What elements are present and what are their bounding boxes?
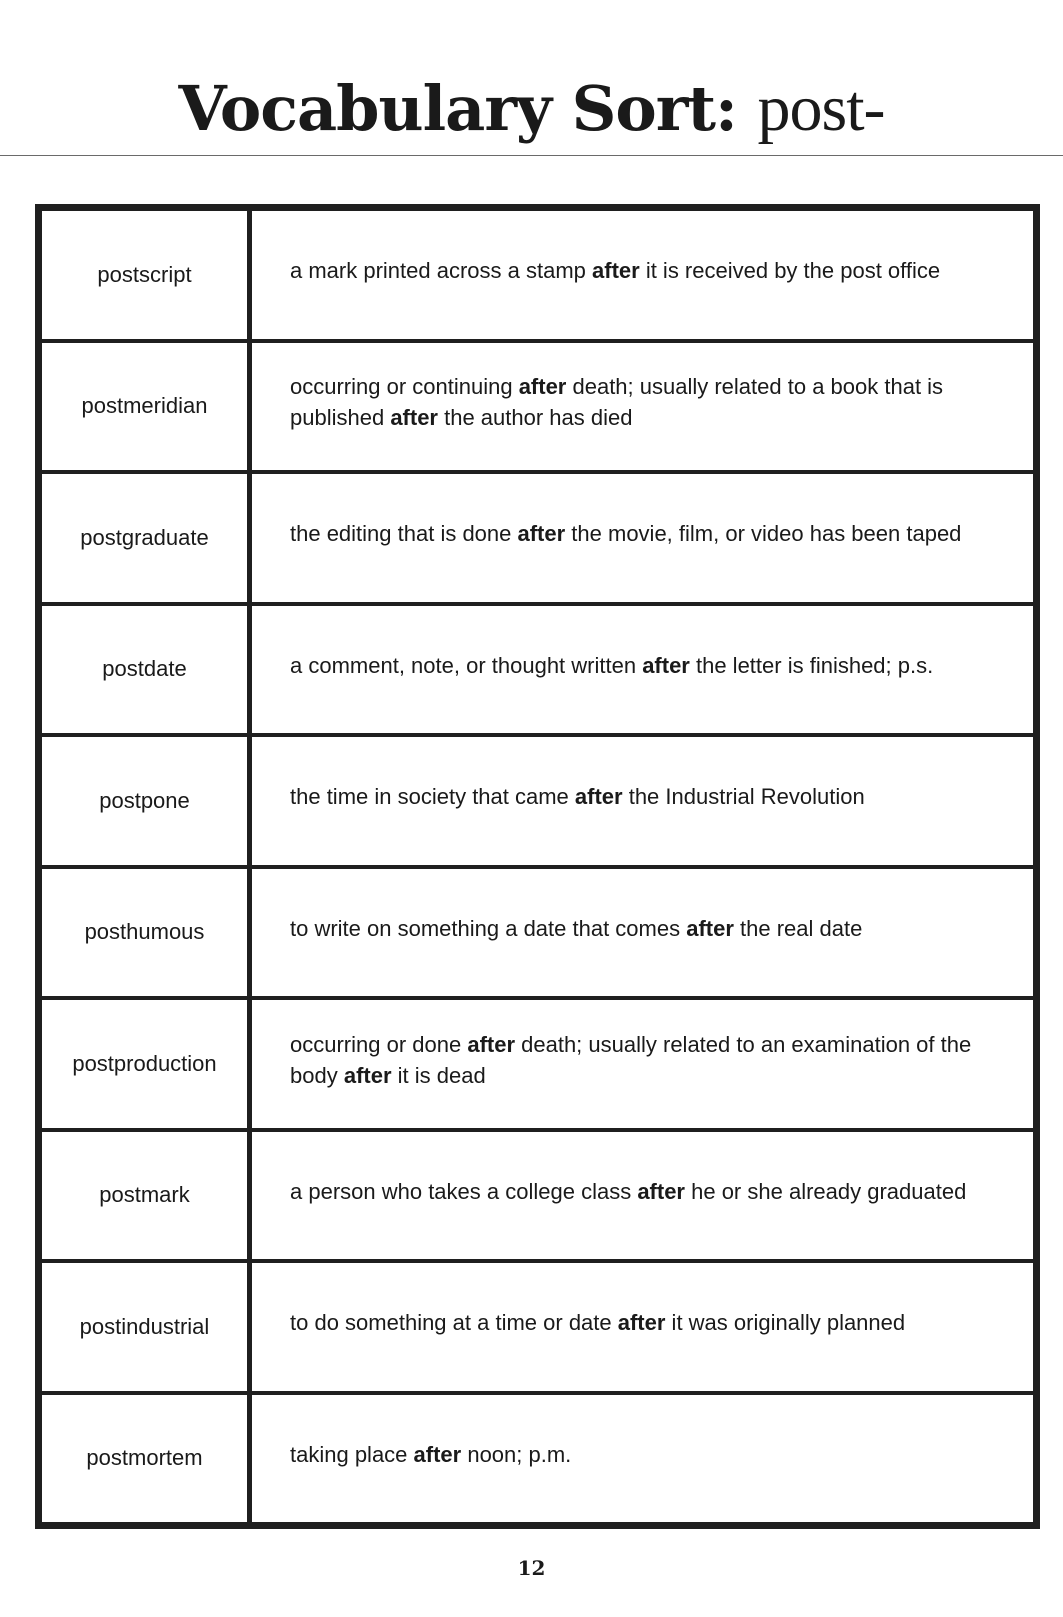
definition-keyword: after [574, 784, 623, 810]
definition-text: it was originally planned [665, 1310, 906, 1336]
definition-text: death; usually related to a book that is published [290, 374, 944, 431]
definition-cell [252, 1132, 1033, 1260]
definition-keyword: after [592, 258, 640, 284]
definition-text: occurring or continuing [290, 374, 519, 400]
table-row [42, 1395, 1033, 1523]
definition-text: the time in society that came [290, 784, 575, 810]
table-row [42, 343, 1033, 475]
definition-keyword: after [413, 1441, 462, 1467]
definition-cell [252, 343, 1033, 471]
definition-text: occurring or done [290, 1031, 468, 1057]
word-cell: postpone [42, 737, 252, 865]
word-cell: posthumous [42, 869, 252, 997]
definition-keyword: after [518, 374, 567, 400]
word-cell: postproduction [42, 1000, 252, 1128]
definition-text: it is received by the post office [639, 258, 941, 284]
definition-keyword: after [343, 1062, 392, 1088]
word-cell: postindustrial [42, 1263, 252, 1391]
definition-cell [252, 1395, 1033, 1523]
definition-text: to do something at a time or date [290, 1310, 618, 1336]
definition-text: taking place [290, 1441, 414, 1467]
title-bold-part: Vocabulary Sort: [178, 72, 737, 145]
definition-keyword: after [467, 1031, 516, 1057]
definition-text: the letter is finished; p.s. [689, 652, 934, 678]
word-cell: postmeridian [42, 343, 252, 471]
word-cell: postscript [42, 211, 252, 339]
table-row [42, 737, 1033, 869]
table-row [42, 211, 1033, 343]
definition-keyword: after [642, 652, 690, 678]
definition-keyword: after [686, 915, 734, 941]
title-prefix: post- [757, 72, 885, 145]
definition-text: to write on something a date that comes [290, 915, 687, 941]
definition-text: the movie, film, or video has been taped [565, 521, 962, 547]
definition-keyword: after [617, 1310, 666, 1336]
word-cell: postdate [42, 606, 252, 734]
table-row [42, 606, 1033, 738]
definition-cell [252, 1263, 1033, 1391]
table-row [42, 869, 1033, 1001]
definition-text: the Industrial Revolution [622, 784, 865, 810]
table-row [42, 1263, 1033, 1395]
definition-keyword: after [637, 1178, 685, 1204]
definition-text: death; usually related to an examination of the body [290, 1031, 972, 1088]
table-row [42, 1132, 1033, 1264]
page-title [0, 72, 1063, 145]
definition-text: a mark printed across a stamp [290, 258, 593, 284]
vocabulary-sort-table [35, 204, 1040, 1529]
table-row [42, 474, 1033, 606]
definition-keyword: after [390, 405, 438, 431]
definition-cell [252, 211, 1033, 339]
page-number: 12 [517, 1556, 546, 1580]
definition-keyword: after [517, 521, 566, 547]
word-cell: postmortem [42, 1395, 252, 1523]
definition-text: it is dead [391, 1062, 486, 1088]
word-cell: postgraduate [42, 474, 252, 602]
word-cell: postmark [42, 1132, 252, 1260]
table-row [42, 1000, 1033, 1132]
definition-cell [252, 1000, 1033, 1128]
definition-text: noon; p.m. [461, 1441, 572, 1467]
definition-cell [252, 737, 1033, 865]
definition-text: the real date [733, 915, 863, 941]
definition-text: the editing that is done [290, 521, 518, 547]
definition-text: a person who takes a college class [290, 1178, 638, 1204]
definition-cell [252, 869, 1033, 997]
definition-text: a comment, note, or thought written [290, 652, 643, 678]
definition-cell [252, 474, 1033, 602]
title-divider [0, 155, 1063, 156]
definition-text: he or she already graduated [685, 1178, 967, 1204]
definition-text: the author has died [438, 405, 633, 431]
definition-cell [252, 606, 1033, 734]
